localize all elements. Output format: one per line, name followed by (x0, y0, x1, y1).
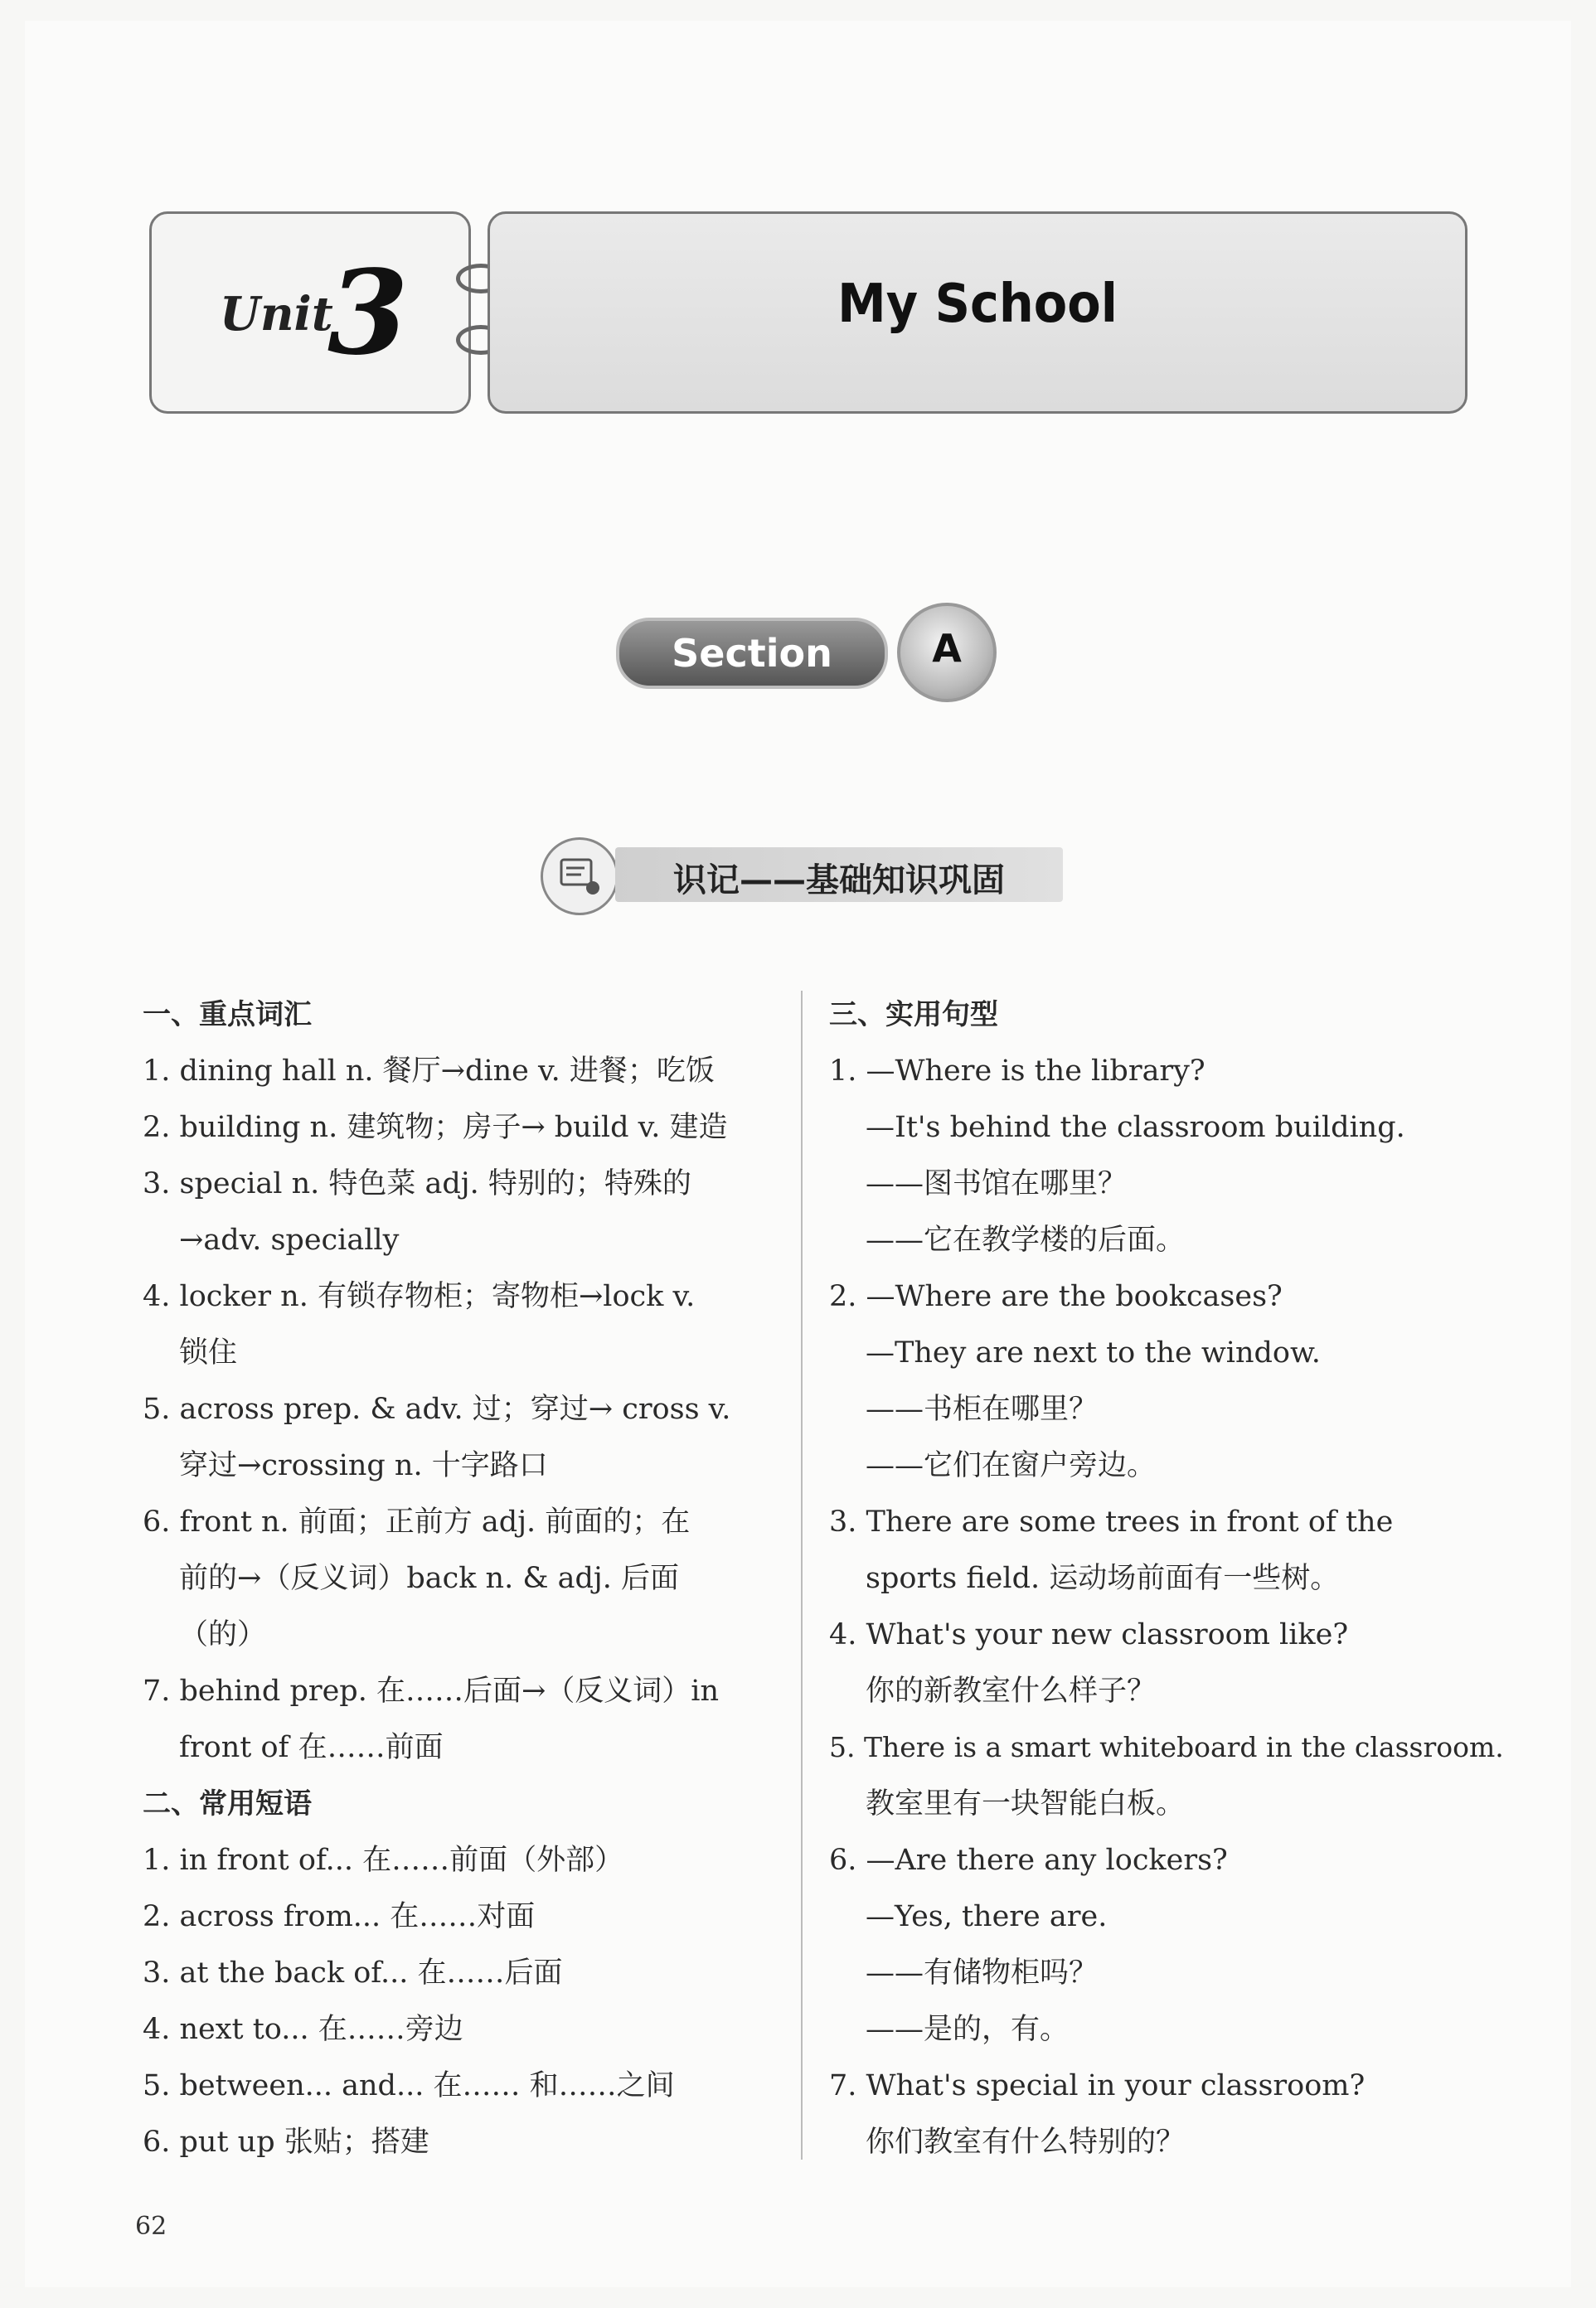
sentence-line: 7. What's special in your classroom? (829, 2069, 1366, 2102)
sentence-line: ——图书馆在哪里？ (866, 1167, 1128, 1200)
phrase-line: 2. across from... 在……对面 (143, 1900, 536, 1933)
sentence-line: 教室里有一块智能白板。 (866, 1787, 1186, 1821)
right-column (829, 987, 1504, 2170)
unit-number: 3 (327, 245, 409, 381)
heading-vocabulary: 一、重点词汇 (143, 998, 312, 1031)
heading-sentences: 三、实用句型 (829, 998, 998, 1031)
page-number: 62 (135, 2212, 167, 2241)
section-badge (616, 618, 888, 689)
sentence-line: 1. —Where is the library? (829, 1055, 1205, 1088)
vocab-line: 7. behind prep. 在……后面→（反义词）in (143, 1675, 720, 1708)
phrase-line: 4. next to... 在……旁边 (143, 2013, 463, 2046)
column-divider (801, 991, 803, 2160)
sentence-line: ——它在教学楼的后面。 (866, 1224, 1186, 1257)
phrase-line: 5. between... and... 在…… 和……之间 (143, 2069, 675, 2102)
section-label: Section (672, 631, 832, 676)
vocab-line: 6. front n. 前面；正前方 adj. 前面的；在 (143, 1506, 691, 1539)
sentence-line: 5. There is a smart whiteboard in the classroom. (829, 1731, 1504, 1763)
section-letter: A (932, 626, 962, 671)
unit-title-box (488, 211, 1467, 414)
sentence-line: ——它们在窗户旁边。 (866, 1449, 1157, 1482)
sentence-line: 你的新教室什么样子？ (866, 1675, 1157, 1708)
vocab-line: 前的→（反义词）back n. & adj. 后面 (179, 1562, 679, 1595)
banner-title: 识记——基础知识巩固 (673, 861, 1005, 899)
sentence-line: 2. —Where are the bookcases? (829, 1280, 1283, 1313)
section-letter-badge (897, 603, 997, 702)
sentence-line: 你们教室有什么特别的？ (866, 2126, 1186, 2159)
sentence-line: —Yes, there are. (866, 1900, 1108, 1933)
vocab-line: →adv. specially (179, 1224, 400, 1257)
vocab-line: （的） (179, 1618, 267, 1651)
sentence-line: ——有储物柜吗？ (866, 1956, 1099, 1990)
sentence-line: 3. There are some trees in front of the (829, 1506, 1394, 1539)
sentence-line: 6. —Are there any lockers? (829, 1844, 1228, 1877)
vocab-line: 穿过→crossing n. 十字路口 (179, 1449, 548, 1482)
vocab-line: 锁住 (179, 1336, 238, 1370)
vocab-line: 4. locker n. 有锁存物柜；寄物柜→lock v. (143, 1280, 696, 1313)
sentence-line: 4. What's your new classroom like? (829, 1618, 1349, 1651)
sentence-line: —They are next to the window. (866, 1336, 1321, 1370)
sentence-line: ——是的，有。 (866, 2013, 1070, 2046)
phrase-line: 3. at the back of... 在……后面 (143, 1956, 563, 1990)
sentence-line: sports field. 运动场前面有一些树。 (866, 1562, 1340, 1595)
sentence-line: —It's behind the classroom building. (866, 1111, 1405, 1144)
unit-word: Unit (220, 287, 333, 342)
unit-title: My School (837, 274, 1118, 335)
sentence-line: ——书柜在哪里？ (866, 1393, 1099, 1426)
vocab-line: 5. across prep. & adv. 过；穿过→ cross v. (143, 1393, 731, 1426)
left-column (143, 987, 781, 2170)
unit-label-box (149, 211, 471, 414)
vocab-line: 1. dining hall n. 餐厅→dine v. 进餐；吃饭 (143, 1055, 715, 1088)
study-icon (541, 837, 619, 915)
phrase-line: 6. put up 张贴；搭建 (143, 2126, 429, 2159)
phrase-line: 1. in front of... 在……前面（外部） (143, 1844, 624, 1877)
vocab-line: 2. building n. 建筑物；房子→ build v. 建造 (143, 1111, 728, 1144)
vocab-line: front of 在……前面 (179, 1731, 444, 1764)
section-banner (615, 847, 1063, 902)
heading-phrases: 二、常用短语 (143, 1787, 312, 1821)
vocab-line: 3. special n. 特色菜 adj. 特别的；特殊的 (143, 1167, 691, 1200)
